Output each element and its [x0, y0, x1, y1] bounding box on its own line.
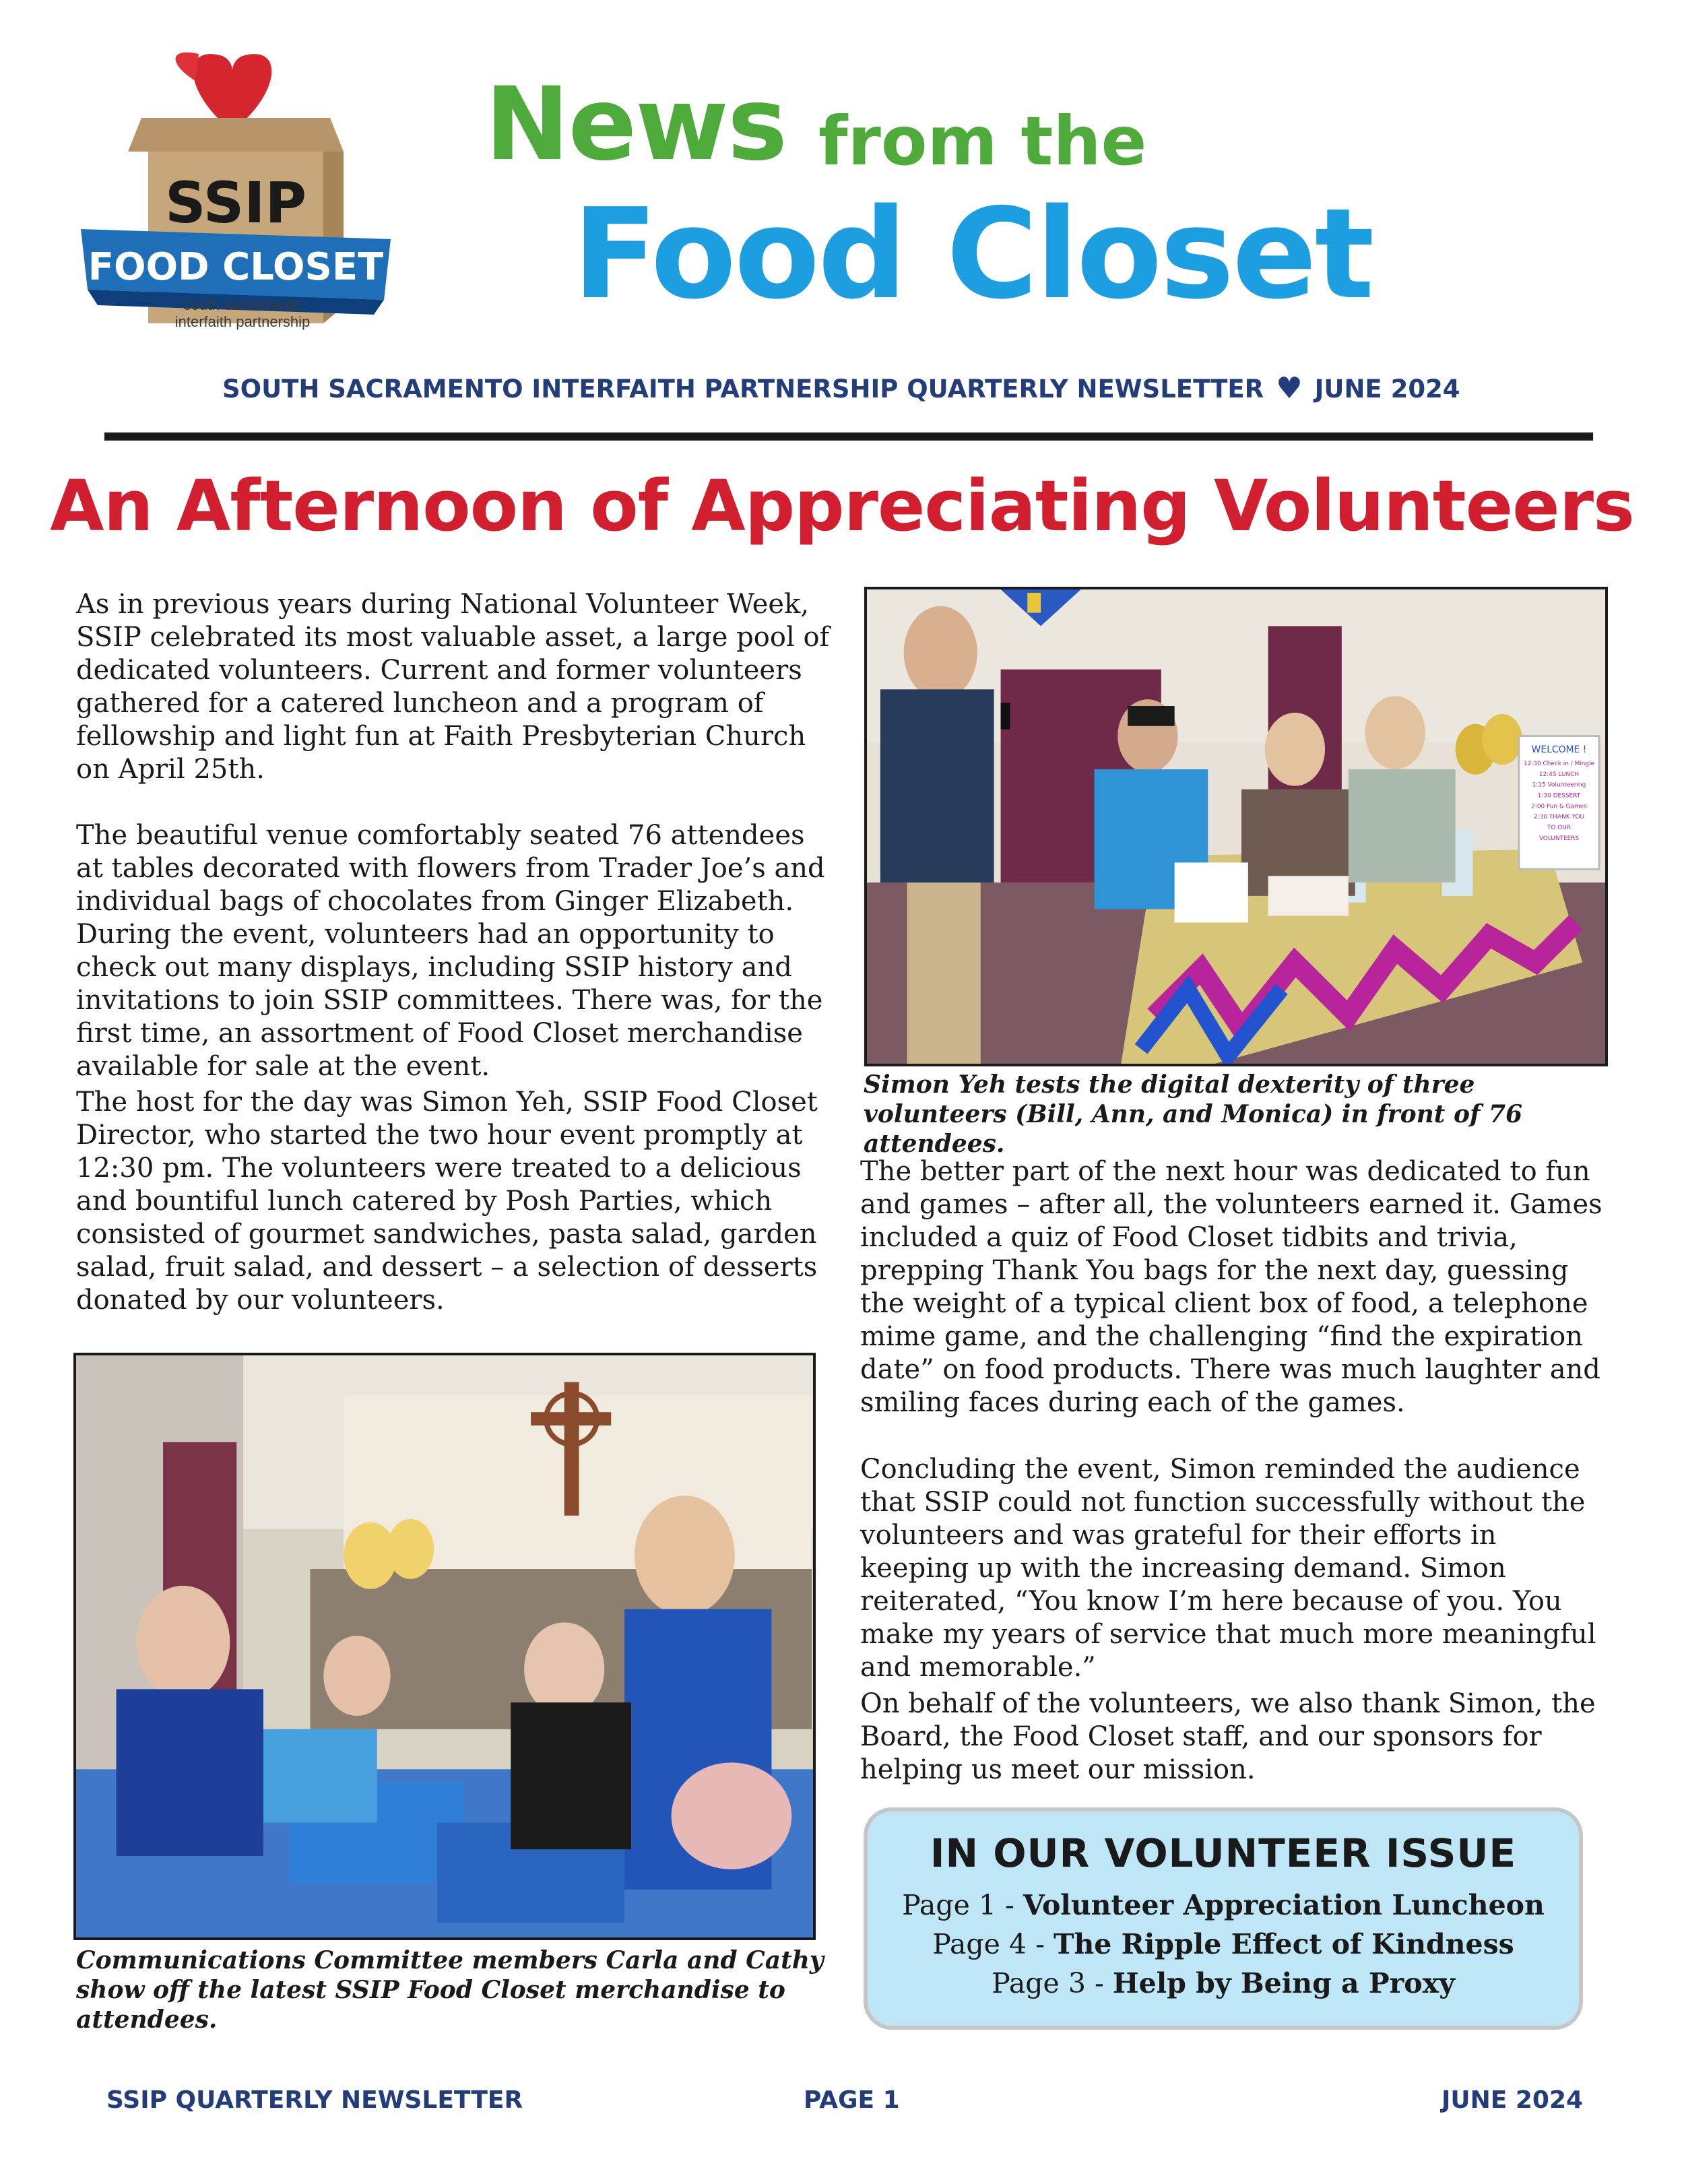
svg-text:1:15 Volunteering: 1:15 Volunteering	[1532, 781, 1586, 789]
subtitle-org: SOUTH SACRAMENTO INTERFAITH PARTNERSHIP QUARTERLY NEWSLETTER	[222, 374, 1264, 404]
svg-text:south sacramento: south sacramento	[183, 296, 302, 313]
issue-contents-box	[864, 1807, 1583, 2030]
svg-text:SSIP: SSIP	[164, 170, 307, 236]
left-paragraph-2: The beautiful venue comfortably seated 76 attendees at tables decorated with flowers from Trader Joe’s and individual bags of chocolates from Ginger Elizabeth. During the event, volunteers had an opportunity to check out many displays, including SSIP history and invitations to join SSIP committees. There was, for the first time, an assortment of Food Closet merchandise available for sale at the event.	[76, 820, 825, 1082]
svg-text:12:45 LUNCH: 12:45 LUNCH	[1539, 771, 1580, 778]
svg-text:WELCOME !: WELCOME !	[1531, 744, 1587, 756]
right-paragraph-2: Concluding the event, Simon reminded the audience that SSIP could not function successfully without the volunteers and was grateful for their efforts in keeping up with the increasing demand. Simon reiterated, “You know I’m here because of you. You make my years of service that much more meaningful and memorable.”	[860, 1454, 1596, 1683]
heart-icon: ♥	[1276, 371, 1303, 406]
issue-item: Page 4 - The Ripple Effect of Kindness	[932, 1928, 1514, 1960]
svg-text:1:30 DESSERT: 1:30 DESSERT	[1537, 792, 1581, 800]
right-paragraph-1: The better part of the next hour was dedicated to fun and games – after all, the volunteers earned it. Games included a quiz of Food Closet tidbits and trivia, prepping Thank You bags for the next day, guessing the weight of a typical client box of food, a telephone mime game, and the challenging “find the expiration date” on food products. There was much laughter and smiling faces during each of the games.	[860, 1156, 1602, 1418]
volunteers-game-photo	[864, 587, 1608, 1066]
ssip-food-closet-logo	[67, 51, 397, 337]
svg-text:interfaith partnership: interfaith partnership	[174, 313, 311, 330]
right-paragraph-3: On behalf of the volunteers, we also thank Simon, the Board, the Food Closet staff, and our sponsors for helping us meet our mission.	[860, 1688, 1596, 1785]
masthead-food-closet: Food Closet	[573, 181, 1373, 327]
svg-text:12:30 Check in / Mingle: 12:30 Check in / Mingle	[1523, 761, 1595, 768]
merchandise-photo	[73, 1353, 816, 1940]
svg-text:VOLUNTEERS: VOLUNTEERS	[1539, 835, 1580, 842]
article-headline: An Afternoon of Appreciating Volunteers	[50, 465, 1634, 547]
right-photo-caption: Simon Yeh tests the digital dexterity of three volunteers (Bill, Ann, and Monica) in front of 76 attendees.	[864, 1070, 1523, 1158]
svg-text:2:30 THANK YOU: 2:30 THANK YOU	[1533, 814, 1585, 821]
masthead-news: News	[485, 66, 787, 183]
svg-text:2:00 Fun & Games: 2:00 Fun & Games	[1531, 803, 1587, 810]
masthead-from-the: from the	[818, 102, 1147, 181]
subtitle-date: JUNE 2024	[1314, 374, 1460, 404]
issue-item: Page 3 - Help by Being a Proxy	[992, 1967, 1455, 1999]
footer-newsletter-name: SSIP QUARTERLY NEWSLETTER	[106, 2086, 523, 2114]
left-photo-caption: Communications Committee members Carla and Cathy show off the latest SSIP Food Closet merchandise to attendees.	[76, 1946, 824, 2034]
newsletter-subtitle	[222, 371, 1475, 406]
issue-box-title: IN OUR VOLUNTEER ISSUE	[930, 1830, 1517, 1876]
svg-text:TO OUR: TO OUR	[1547, 824, 1572, 831]
footer-date: JUNE 2024	[1442, 2086, 1584, 2114]
masthead-divider	[104, 432, 1593, 441]
footer-page-number: PAGE 1	[804, 2086, 900, 2114]
left-paragraph-1: As in previous years during National Volunteer Week, SSIP celebrated its most valuable asset, a large pool of dedicated volunteers. Current and former volunteers gathered for a catered luncheon and a program of fellowship and light fun at Faith Presbyterian Church on April 25th.	[76, 589, 830, 785]
svg-text:FOOD CLOSET: FOOD CLOSET	[88, 245, 384, 289]
issue-item: Page 1 - Volunteer Appreciation Luncheon	[902, 1889, 1545, 1921]
left-paragraph-3: The host for the day was Simon Yeh, SSIP Food Closet Director, who started the two hour event promptly at 12:30 pm. The volunteers were treated to a delicious and bountiful lunch catered by Posh Parties, which consisted of gourmet sandwiches, pasta salad, garden salad, fruit salad, and dessert – a selection of desserts donated by our volunteers.	[76, 1087, 818, 1316]
